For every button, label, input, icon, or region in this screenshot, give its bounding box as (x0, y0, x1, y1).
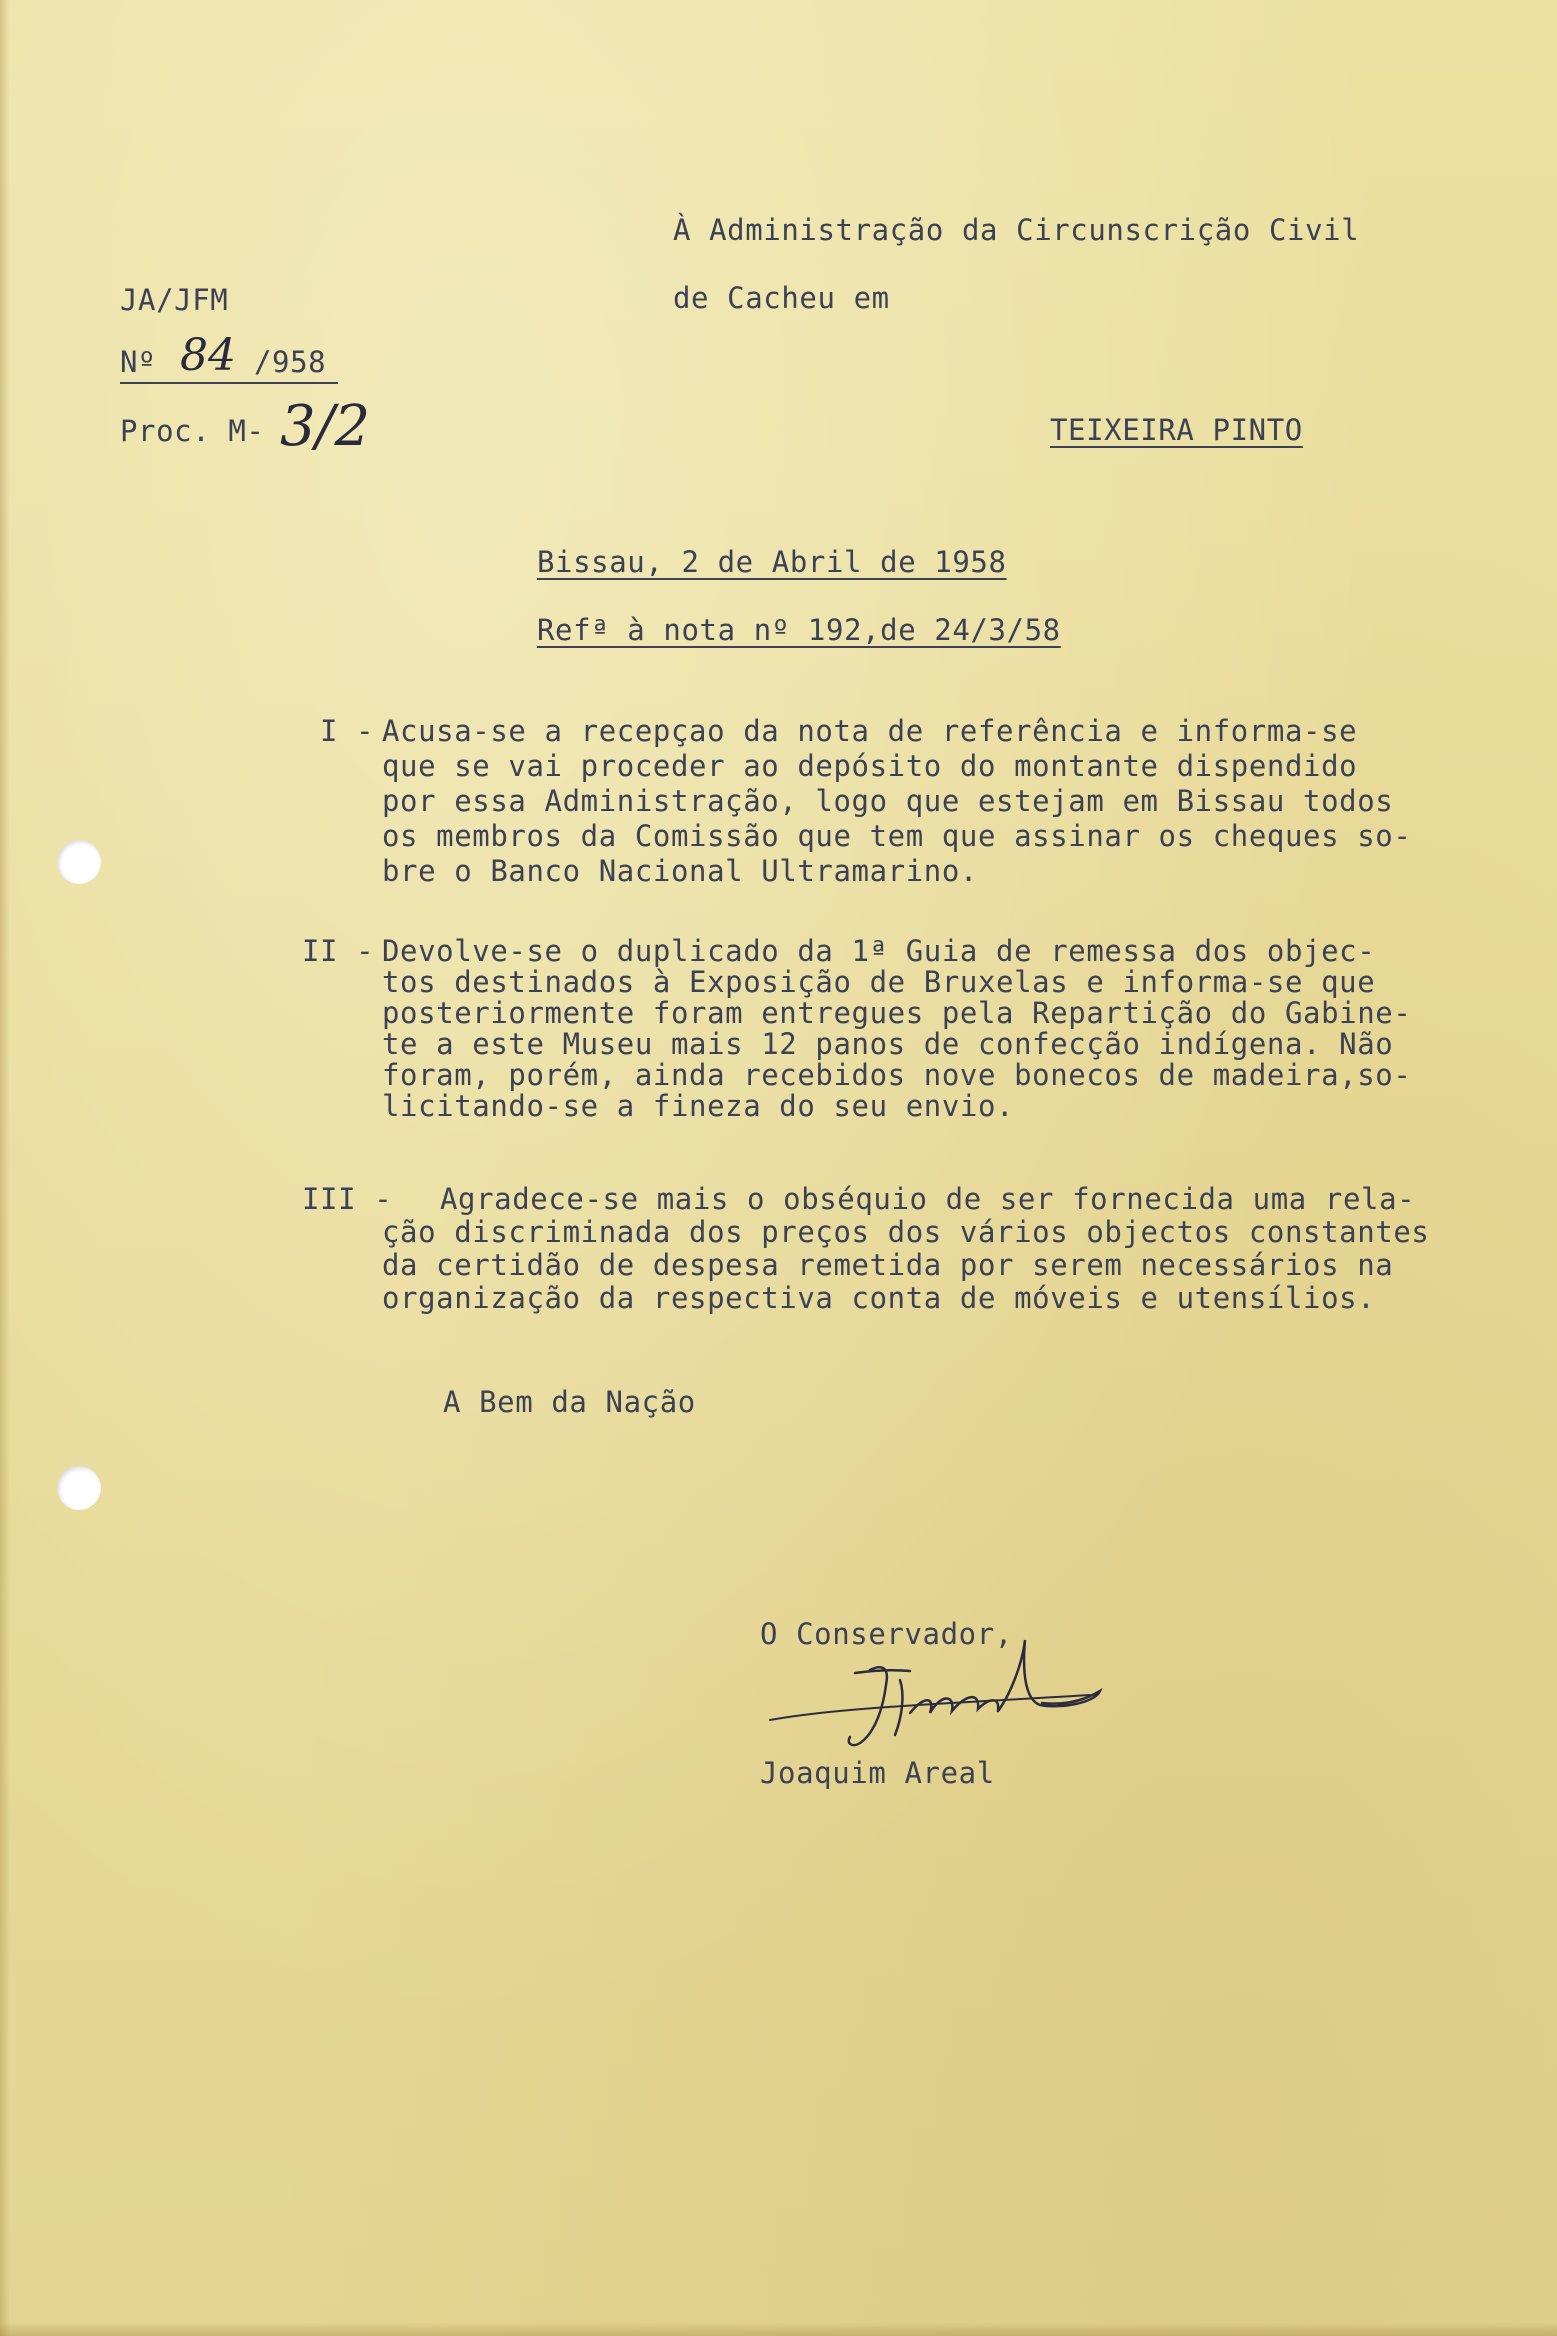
number-underline (120, 382, 338, 384)
paragraph-line: foram, porém, ainda recebidos nove bonecos de madeira,so- (382, 1058, 1412, 1092)
punch-hole-bottom (57, 1466, 101, 1510)
paragraph-line: te a este Museu mais 12 panos de confecção indígena. Não (382, 1027, 1394, 1061)
paragraph-numeral: I - (320, 714, 375, 748)
recipient-line-1: À Administração da Circunscrição Civil (673, 213, 1360, 247)
number-prefix: Nº (120, 345, 157, 379)
paragraph-line: que se vai proceder ao depósito do montante dispendido (382, 749, 1358, 783)
paper-edge-left (0, 0, 10, 2336)
recipient-destination: TEIXEIRA PINTO (1050, 413, 1303, 447)
number-suffix: /958 (254, 345, 327, 379)
process-reference (120, 394, 400, 490)
paragraph-line: os membros da Comissão que tem que assinar os cheques so- (382, 819, 1412, 853)
punch-hole-top (57, 840, 101, 884)
signer-role: O Conservador, (760, 1617, 1013, 1651)
paragraph-line: licitando-se a fineza do seu envio. (382, 1089, 1015, 1123)
note-reference: Refª à nota nº 192,de 24/3/58 (537, 613, 1061, 647)
handwritten-signature (760, 1625, 1120, 1755)
document-number (120, 330, 350, 392)
paragraph-line: tos destinados à Exposição de Bruxelas e informa-se que (382, 965, 1376, 999)
paragraph-line: ção discriminada dos preços dos vários objectos constantes (382, 1215, 1430, 1249)
reference-initials: JA/JFM (120, 283, 229, 317)
salutation: A Bem da Nação (443, 1385, 696, 1419)
paragraph-line: por essa Administração, logo que estejam em Bissau todos (382, 784, 1394, 818)
paragraph-numeral: III - (302, 1182, 393, 1216)
paragraph-line: Agradece-se mais o obséquio de ser fornecida uma rela- (440, 1182, 1416, 1216)
proc-handwritten: 3/2 (280, 394, 371, 459)
proc-prefix: Proc. M- (120, 414, 265, 448)
place-date: Bissau, 2 de Abril de 1958 (537, 545, 1007, 579)
paragraph-numeral: II - (302, 934, 375, 968)
paper-edge-bottom (0, 2322, 1557, 2336)
signer-name: Joaquim Areal (760, 1756, 995, 1790)
paragraph-line: organização da respectiva conta de móveis e utensílios. (382, 1281, 1376, 1315)
recipient-line-2: de Cacheu em (673, 281, 890, 315)
paragraph-line: Devolve-se o duplicado da 1ª Guia de remessa dos objec- (382, 934, 1376, 968)
paragraph-line: da certidão de despesa remetida por serem necessários na (382, 1248, 1394, 1282)
paragraph-line: posteriormente foram entregues pela Repartição do Gabine- (382, 996, 1412, 1030)
paragraph-line: bre o Banco Nacional Ultramarino. (382, 854, 978, 888)
paragraph-line: Acusa-se a recepçao da nota de referência e informa-se (382, 714, 1358, 748)
number-handwritten: 84 (180, 330, 236, 381)
